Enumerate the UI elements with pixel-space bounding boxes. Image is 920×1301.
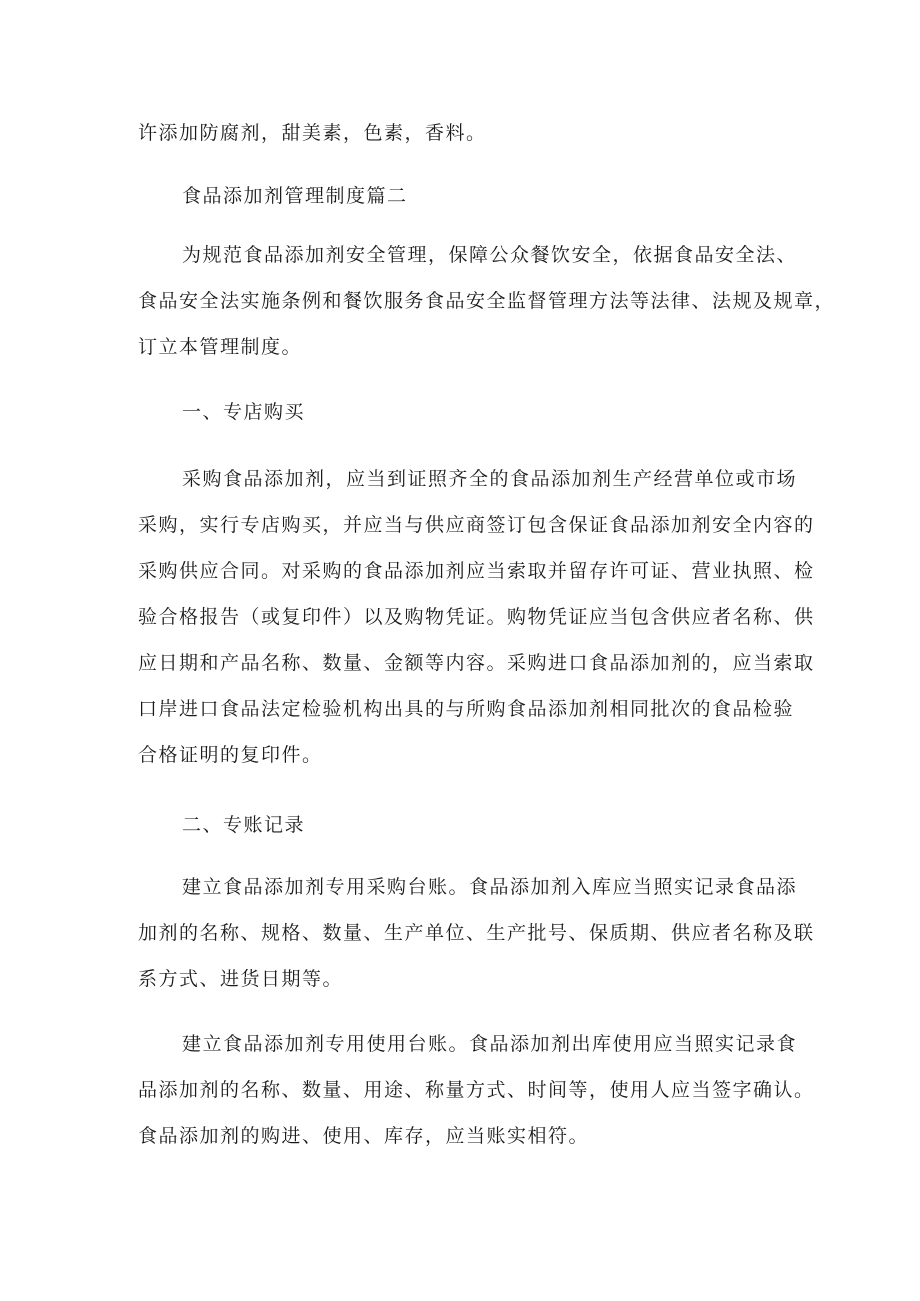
- text-line: 食品安全法实施条例和餐饮服务食品安全监督管理方法等法律、法规及规章，: [138, 290, 836, 312]
- paragraph-intro: [138, 232, 836, 370]
- text-line: 应日期和产品名称、数量、金额等内容。采购进口食品添加剂的，应当索取: [138, 652, 815, 674]
- paragraph-continuation: [138, 110, 798, 156]
- text-line: 建立食品添加剂专用使用台账。食品添加剂出库使用应当照实记录食: [182, 1033, 798, 1055]
- paragraph-purchase-ledger: [138, 864, 815, 1002]
- heading-purchase: [138, 389, 842, 435]
- text-line: 许添加防腐剂，甜美素，色素，香料。: [138, 122, 487, 144]
- text-line: 食品添加剂管理制度篇二: [182, 185, 408, 207]
- text-line: 验合格报告（或复印件）以及购物凭证。购物凭证应当包含供应者名称、供: [138, 606, 815, 628]
- text-line: 合格证明的复印件。: [138, 744, 323, 766]
- section-title: [138, 173, 842, 219]
- paragraph-usage-ledger: [138, 1021, 815, 1159]
- text-line: 订立本管理制度。: [138, 336, 303, 358]
- text-line: 采购食品添加剂，应当到证照齐全的食品添加剂生产经营单位或市场: [182, 468, 798, 490]
- heading-ledger: [138, 802, 842, 848]
- text-line: 采购供应合同。对采购的食品添加剂应当索取并留存许可证、营业执照、检: [138, 560, 815, 582]
- text-line: 二、专账记录: [182, 814, 306, 836]
- text-line: 食品添加剂的购进、使用、库存，应当账实相符。: [138, 1125, 590, 1147]
- text-line: 采购，实行专店购买，并应当与供应商签订包含保证食品添加剂安全内容的: [138, 514, 815, 536]
- text-line: 为规范食品添加剂安全管理，保障公众餐饮安全，依据食品安全法、: [182, 244, 798, 266]
- text-line: 建立食品添加剂专用采购台账。食品添加剂入库应当照实记录食品添: [182, 876, 798, 898]
- text-line: 系方式、进货日期等。: [138, 968, 344, 990]
- text-line: 品添加剂的名称、数量、用途、称量方式、时间等，使用人应当签字确认。: [138, 1079, 815, 1101]
- paragraph-purchase: [138, 456, 815, 778]
- text-line: 一、专店购买: [182, 401, 306, 423]
- text-line: 口岸进口食品法定检验机构出具的与所购食品添加剂相同批次的食品检验: [138, 698, 795, 720]
- text-line: 加剂的名称、规格、数量、生产单位、生产批号、保质期、供应者名称及联: [138, 922, 815, 944]
